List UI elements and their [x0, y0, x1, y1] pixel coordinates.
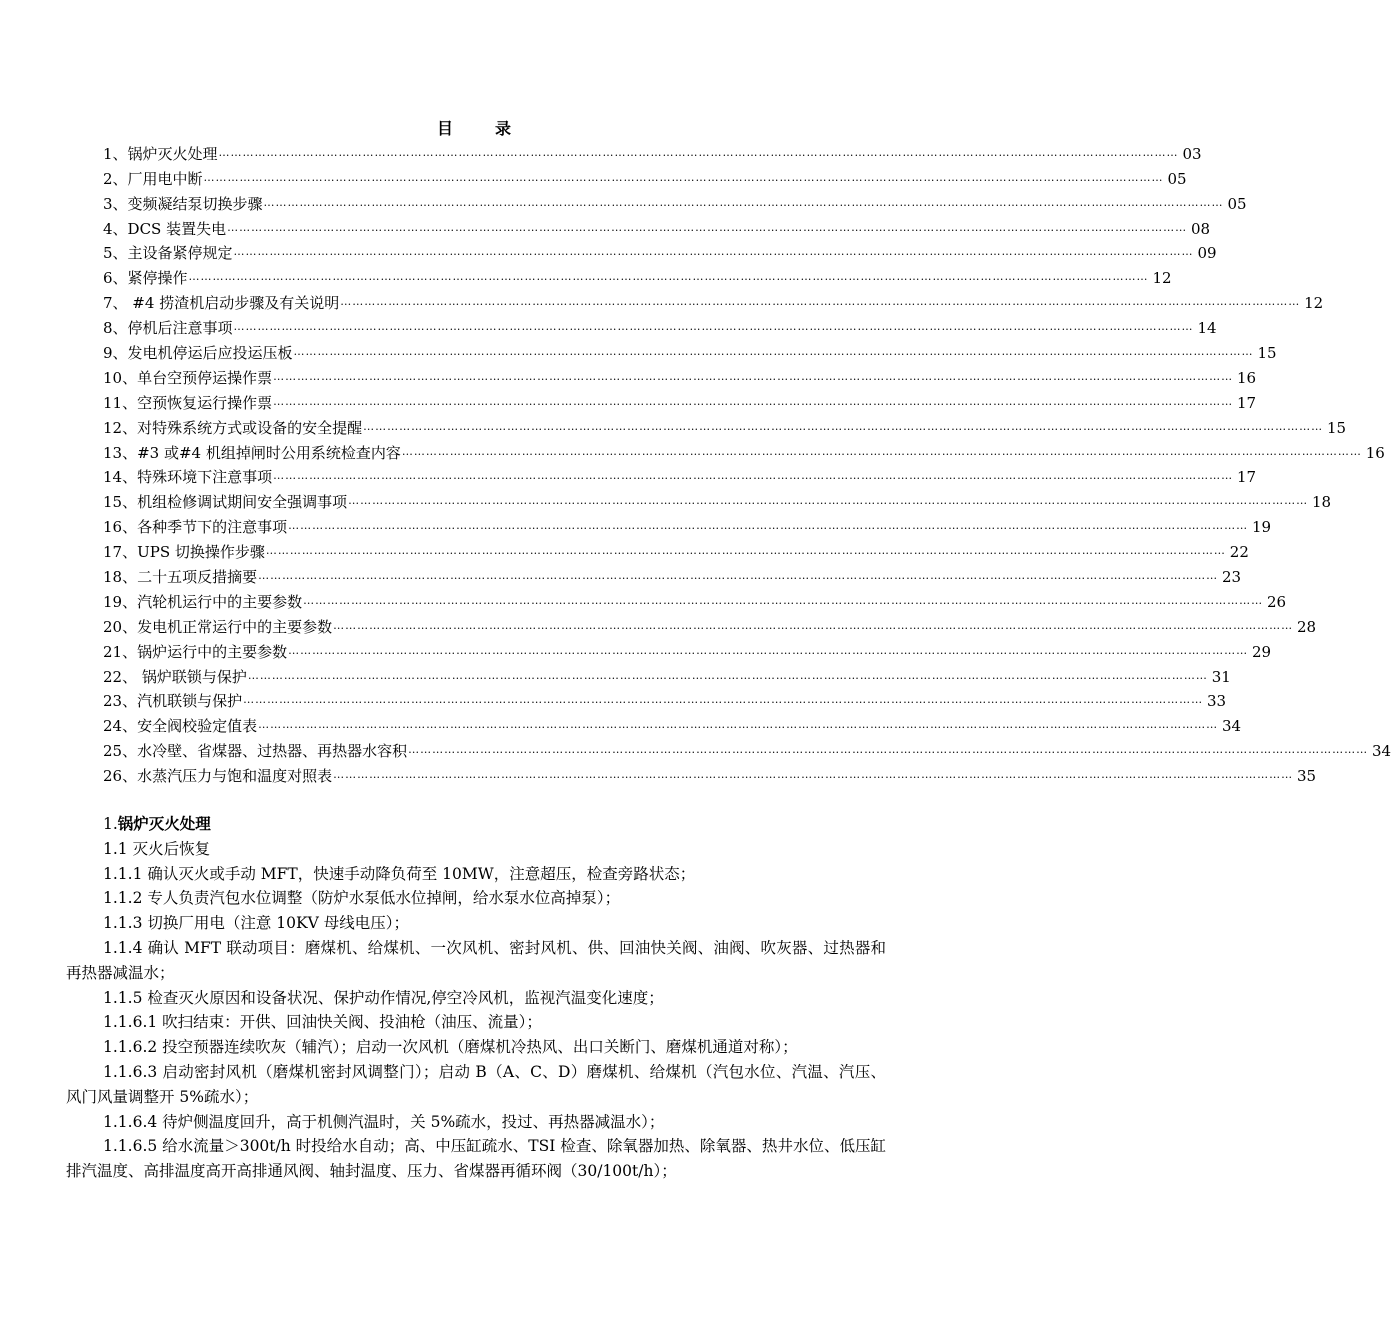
- toc-entry[interactable]: [103, 215, 1211, 240]
- toc-leader-dots: ……………………………………………………………………………………………………………………………………………………………………………………………………………………: [258, 569, 1219, 583]
- toc-leader-dots: ……………………………………………………………………………………………………………………………………………………………………………………………………………………: [265, 544, 1226, 558]
- toc-entry-page: 33: [1207, 692, 1227, 711]
- toc-title: [0, 116, 950, 139]
- toc-entry-page: 19: [1252, 518, 1272, 537]
- toc-leader-dots: ……………………………………………………………………………………………………………………………………………………………………………………………………………………: [293, 345, 1254, 359]
- toc-title-char-2: 录: [495, 119, 514, 138]
- toc-leader-dots: ……………………………………………………………………………………………………………………………………………………………………………………………………………………: [333, 618, 1294, 632]
- toc-leader-dots: ……………………………………………………………………………………………………………………………………………………………………………………………………………………: [218, 145, 1179, 159]
- toc-entry-label: 20、发电机正常运行中的主要参数: [103, 617, 333, 636]
- toc-entry-page: 22: [1229, 543, 1249, 562]
- toc-entry[interactable]: [103, 488, 1332, 513]
- toc-entry[interactable]: [103, 712, 1242, 737]
- toc-entry-label: 6、紧停操作: [103, 269, 188, 288]
- paragraph: 1.1.1 确认灭火或手动 MFT，快速手动降负荷至 10MW，注意超压，检查旁路状态；: [103, 864, 696, 883]
- toc-entry[interactable]: [103, 464, 1257, 489]
- toc-entry[interactable]: [103, 513, 1272, 538]
- toc-entry-page: 09: [1197, 244, 1217, 263]
- toc-entry-page: 15: [1257, 344, 1277, 363]
- toc-entry[interactable]: [103, 264, 1172, 289]
- toc-entry[interactable]: [103, 314, 1217, 339]
- toc-entry-page: 34: [1372, 742, 1391, 761]
- toc-entry-label: 19、汽轮机运行中的主要参数: [103, 592, 303, 611]
- toc-entry-label: 1、锅炉灭火处理: [103, 144, 218, 163]
- toc-entry[interactable]: [103, 240, 1217, 265]
- toc-entry[interactable]: [103, 737, 1391, 762]
- toc-leader-dots: ……………………………………………………………………………………………………………………………………………………………………………………………………………………: [303, 593, 1264, 607]
- toc-leader-dots: ……………………………………………………………………………………………………………………………………………………………………………………………………………………: [340, 295, 1301, 309]
- toc-entry-page: 05: [1227, 194, 1247, 213]
- toc-leader-dots: ……………………………………………………………………………………………………………………………………………………………………………………………………………………: [188, 270, 1149, 284]
- toc-leader-dots: ……………………………………………………………………………………………………………………………………………………………………………………………………………………: [348, 494, 1309, 508]
- toc-leader-dots: ……………………………………………………………………………………………………………………………………………………………………………………………………………………: [247, 668, 1208, 682]
- toc-leader-dots: ……………………………………………………………………………………………………………………………………………………………………………………………………………………: [408, 743, 1369, 757]
- toc-leader-dots: ……………………………………………………………………………………………………………………………………………………………………………………………………………………: [273, 394, 1234, 408]
- toc-entry-page: 12: [1152, 269, 1172, 288]
- toc-entry-page: 29: [1252, 642, 1272, 661]
- toc-entry[interactable]: [103, 165, 1187, 190]
- toc-entry-page: 16: [1365, 443, 1385, 462]
- toc-entry-page: 17: [1237, 393, 1257, 412]
- toc-entry-page: 12: [1304, 294, 1324, 313]
- section-paragraphs: [66, 837, 886, 1184]
- toc-entry[interactable]: [103, 289, 1324, 314]
- toc-leader-dots: ……………………………………………………………………………………………………………………………………………………………………………………………………………………: [233, 245, 1194, 259]
- toc-entry[interactable]: [103, 339, 1277, 364]
- toc-entry-label: 15、机组检修调试期间安全强调事项: [103, 493, 348, 512]
- toc-entry-page: 14: [1197, 319, 1217, 338]
- toc-entry-label: 12、对特殊系统方式或设备的安全提醒: [103, 418, 363, 437]
- paragraph: 1.1.2 专人负责汽包水位调整（防炉水泵低水位掉闸，给水泵水位高掉泵）；: [103, 889, 621, 908]
- toc-entry-label: 22、 锅炉联锁与保护: [103, 667, 247, 686]
- toc-entry-page: 16: [1237, 368, 1257, 387]
- toc-leader-dots: ……………………………………………………………………………………………………………………………………………………………………………………………………………………: [258, 718, 1219, 732]
- toc-entry-page: 35: [1297, 767, 1317, 786]
- toc-entry[interactable]: [103, 439, 1385, 464]
- paragraph: 1.1.6.3 启动密封风机（磨煤机密封风调整门）；启动 B（A、C、D）磨煤机、给煤机（汽包水位、汽温、汽压、风门风量调整开 5%疏水）；: [66, 1062, 886, 1106]
- toc-entry[interactable]: [103, 563, 1242, 588]
- toc-entry[interactable]: [103, 190, 1247, 215]
- toc-title-char-1: 目: [436, 119, 455, 138]
- toc-entry-page: 28: [1297, 617, 1317, 636]
- table-of-contents: [103, 140, 1391, 787]
- toc-leader-dots: ……………………………………………………………………………………………………………………………………………………………………………………………………………………: [363, 419, 1324, 433]
- toc-entry[interactable]: [103, 389, 1257, 414]
- toc-entry[interactable]: [103, 364, 1257, 389]
- toc-leader-dots: ……………………………………………………………………………………………………………………………………………………………………………………………………………………: [263, 195, 1224, 209]
- paragraph: 1.1.5 检查灭火原因和设备状况、保护动作情况,停空冷风机，监视汽温变化速度；: [103, 988, 664, 1007]
- toc-entry-page: 31: [1211, 667, 1231, 686]
- toc-entry-label: 13、#3 或#4 机组掉闸时公用系统检查内容: [103, 443, 401, 462]
- toc-leader-dots: ……………………………………………………………………………………………………………………………………………………………………………………………………………………: [288, 519, 1249, 533]
- section-title-text: 锅炉灭火处理: [117, 814, 211, 833]
- toc-entry-label: 18、二十五项反措摘要: [103, 568, 258, 587]
- toc-leader-dots: ……………………………………………………………………………………………………………………………………………………………………………………………………………………: [288, 643, 1249, 657]
- toc-entry-label: 5、主设备紧停规定: [103, 244, 233, 263]
- toc-entry-page: 15: [1327, 418, 1347, 437]
- toc-entry-label: 8、停机后注意事项: [103, 319, 233, 338]
- toc-entry-page: 26: [1267, 592, 1287, 611]
- toc-entry[interactable]: [103, 414, 1347, 439]
- toc-entry-page: 08: [1191, 219, 1211, 238]
- toc-entry-label: 26、水蒸汽压力与饱和温度对照表: [103, 767, 333, 786]
- toc-leader-dots: ……………………………………………………………………………………………………………………………………………………………………………………………………………………: [203, 170, 1164, 184]
- section-number: 1.: [103, 815, 118, 833]
- section-body: [66, 812, 886, 1184]
- toc-entry-label: 2、厂用电中断: [103, 169, 203, 188]
- toc-leader-dots: ……………………………………………………………………………………………………………………………………………………………………………………………………………………: [401, 444, 1362, 458]
- section-heading: [66, 812, 886, 837]
- toc-entry-label: 3、变频凝结泵切换步骤: [103, 194, 263, 213]
- toc-entry-page: 23: [1222, 568, 1242, 587]
- toc-entry[interactable]: [103, 762, 1317, 787]
- toc-entry[interactable]: [103, 538, 1249, 563]
- toc-entry-page: 05: [1167, 169, 1187, 188]
- paragraph: 1.1.6.5 给水流量＞300t/h 时投给水自动；高、中压缸疏水、TSI 检查、除氧器加热、除氧器、热井水位、低压缸排汽温度、高排温度高开高排通风阀、轴封温度、压力、省煤器再循环阀（30/100t/h）；: [66, 1137, 886, 1181]
- paragraph: 1.1.6.1 吹扫结束：开供、回油快关阀、投油枪（油压、流量）；: [103, 1013, 542, 1032]
- toc-entry-label: 24、安全阀校验定值表: [103, 717, 258, 736]
- toc-entry-label: 25、水冷壁、省煤器、过热器、再热器水容积: [103, 742, 408, 761]
- toc-entry-label: 11、空预恢复运行操作票: [103, 393, 273, 412]
- toc-entry[interactable]: [103, 638, 1272, 663]
- toc-entry-page: 17: [1237, 468, 1257, 487]
- toc-entry-page: 18: [1312, 493, 1332, 512]
- toc-leader-dots: ……………………………………………………………………………………………………………………………………………………………………………………………………………………: [273, 369, 1234, 383]
- toc-entry-label: 7、 #4 捞渣机启动步骤及有关说明: [103, 294, 340, 313]
- toc-entry-label: 10、单台空预停运操作票: [103, 368, 273, 387]
- toc-entry-label: 16、各种季节下的注意事项: [103, 518, 288, 537]
- toc-leader-dots: ……………………………………………………………………………………………………………………………………………………………………………………………………………………: [273, 469, 1234, 483]
- paragraph: 1.1.6.2 投空预器连续吹灰（辅汽）；启动一次风机（磨煤机冷热风、出口关断门、磨煤机通道对称）；: [103, 1038, 798, 1057]
- paragraph: 1.1 灭火后恢复: [103, 839, 211, 858]
- toc-entry[interactable]: [103, 588, 1287, 613]
- toc-entry[interactable]: [103, 140, 1202, 165]
- toc-entry-page: 03: [1182, 144, 1202, 163]
- paragraph: 1.1.3 切换厂用电（注意 10KV 母线电压）；: [103, 914, 409, 933]
- toc-leader-dots: ……………………………………………………………………………………………………………………………………………………………………………………………………………………: [233, 320, 1194, 334]
- toc-entry-label: 4、DCS 装置失电: [103, 219, 227, 238]
- paragraph: 1.1.6.4 待炉侧温度回升，高于机侧汽温时，关 5%疏水，投过、再热器减温水）；: [103, 1112, 665, 1131]
- toc-entry-label: 9、发电机停运后应投运压板: [103, 344, 293, 363]
- paragraph: 1.1.4 确认 MFT 联动项目：磨煤机、给煤机、一次风机、密封风机、供、回油快关阀、油阀、吹灰器、过热器和再热器减温水；: [66, 938, 886, 982]
- toc-entry-label: 17、UPS 切换操作步骤: [103, 543, 265, 562]
- toc-leader-dots: ……………………………………………………………………………………………………………………………………………………………………………………………………………………: [227, 220, 1188, 234]
- toc-entry[interactable]: [103, 688, 1227, 713]
- toc-entry-label: 14、特殊环境下注意事项: [103, 468, 273, 487]
- toc-entry[interactable]: [103, 663, 1231, 688]
- toc-entry[interactable]: [103, 613, 1317, 638]
- toc-entry-label: 23、汽机联锁与保护: [103, 692, 243, 711]
- toc-leader-dots: ……………………………………………………………………………………………………………………………………………………………………………………………………………………: [333, 768, 1294, 782]
- toc-entry-label: 21、锅炉运行中的主要参数: [103, 642, 288, 661]
- toc-entry-page: 34: [1222, 717, 1242, 736]
- toc-leader-dots: ……………………………………………………………………………………………………………………………………………………………………………………………………………………: [243, 693, 1204, 707]
